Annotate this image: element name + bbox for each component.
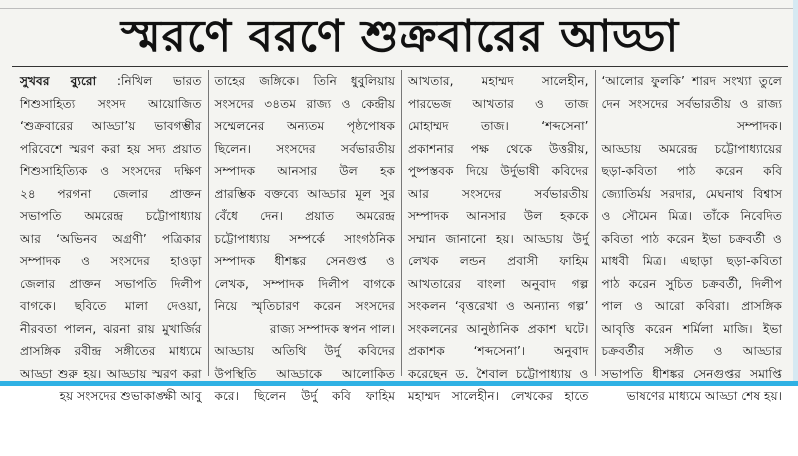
article-line: ২৪ পরগনা জেলার প্রাক্তন (20, 186, 202, 201)
article-line: জেলার প্রাক্তন সভাপতি দিলীপ (20, 276, 202, 291)
headline-rule (12, 66, 788, 67)
byline: সুখবর ব্যুরো (20, 74, 97, 88)
article-line: জ্যোতির্ময় সরদার, মেঘনাথ বিশ্বাস (601, 186, 782, 201)
article-line: আড্ডায় অমরেন্দ্র চট্টোপাধ্যায়ের (601, 141, 782, 156)
article-line: পাঠ করেন সুচিত চক্রবর্তী, দিলীপ (601, 276, 782, 291)
article-line: আড্ডা শুরু হয়। আড্ডায় স্মরণ করা (20, 366, 202, 381)
page-edge-strip (793, 0, 798, 381)
article-line: নিয়ে স্মৃতিচারণ করেন সংসদের (214, 299, 395, 313)
article-line: ও সৌমেন মিত্র। তাঁকে নিবেদিত (601, 209, 782, 223)
article-line: দেন সংসদের সর্বভারতীয় ও রাজ্য (601, 96, 782, 111)
article-line: করে। ছিলেন উর্দু কবি ফাহিম (214, 389, 395, 403)
article-line: মাধবী মিত্র। এছাড়া ছড়া-কবিতা (601, 254, 782, 268)
article-line: চক্রবর্তীর সঙ্গীত ও আড্ডার (601, 344, 782, 358)
article-line: নীরবতা পালন, ঝরনা রায় মুখার্জির (20, 321, 202, 336)
article-line: ‘আলোর ফুলকি’ শারদ সংখ্যা তুলে (601, 74, 782, 88)
article-line: শিশুসাহিত্যিক ও সংসদের দক্ষিণ (20, 164, 202, 178)
article-line: সম্মান জানানো হয়। আড্ডায় উর্দু (408, 231, 589, 246)
article-column-4 (595, 70, 789, 403)
article-line (20, 70, 202, 93)
article-line: আখতার, মহাম্মদ সালেহীন, (408, 74, 589, 88)
article-line: ছড়া-কবিতা পাঠ করেন কবি (601, 164, 782, 178)
article-column-3 (401, 70, 595, 403)
article-line: সংসদের ৩৪তম রাজ্য ও কেন্দ্রীয় (214, 96, 395, 111)
article-column-2 (208, 70, 402, 403)
article-line: সম্পাদক আনসার উল হক (214, 164, 395, 178)
article-line: শিশুসাহিত্য সংসদ আয়োজিত (20, 96, 202, 111)
article-body (14, 70, 788, 403)
article-line: আখতারের বাংলা অনুবাদ গল্প (408, 276, 589, 291)
article-line: সংকলন ‘বৃত্তরেখা ও অন্যান্য গল্প’ (408, 299, 589, 313)
article-line: মহাম্মদ সালেহীন। লেখকের হাতে (408, 389, 589, 403)
article-line: বেঁধে দেন। প্রয়াত অমরেন্দ্র (214, 209, 395, 223)
article-line: রাজ্য সম্পাদক স্বপন পাল। (269, 321, 395, 336)
article-line: আবৃত্তি করেন শর্মিলা মাজি। ইভা (601, 321, 782, 336)
article-line: সম্মেলনের অন্যতম পৃষ্ঠপোষক (214, 119, 395, 133)
article-line: তাহের জঙ্গিকে। তিনি ধুবুলিয়ায় (214, 74, 395, 88)
article-headline: স্মরণে বরণে শুক্রবারের আড্ডা (120, 11, 680, 62)
article-line: সভাপতি ধীশঙ্কর সেনগুপ্তর সমাপ্তি (601, 366, 782, 381)
article-line: মোহাম্মদ তাজ। ‘শব্দসেনা’ (408, 119, 589, 133)
article-line: সম্পাদক ও সংসদের হাওড়া (20, 254, 202, 268)
article-line: করেছেন ড. শৈবাল চট্টোপাধ্যায় ও (408, 366, 589, 381)
article-line: সম্পাদক ধীশঙ্কর সেনগুপ্ত ও (214, 254, 395, 268)
article-line: প্রকাশক ‘শব্দসেনা’। অনুবাদ (408, 344, 589, 358)
article-line: পরিবেশে স্মরণ করা হয় সদ্য প্রয়াত (20, 141, 202, 156)
article-line: সংকলনের আনুষ্ঠানিক প্রকাশ ঘটে। (408, 321, 589, 336)
article-line: আর ‘অভিনব অগ্রণী’ পত্রিকার (20, 231, 202, 246)
article-line: সভাপতি অমরেন্দ্র চট্টোপাধ্যায় (20, 209, 202, 223)
article-line: আড্ডায় অতিথি উর্দু কবিদের (214, 344, 395, 358)
article-line: প্রারম্ভিক বক্তব্যে আড্ডার মূল সুর (214, 186, 395, 201)
article-line: সম্পাদক। (737, 119, 782, 133)
article-line: বাগকে। ছবিতে মালা দেওয়া, (20, 299, 202, 313)
article-line: লেখক লন্ডন প্রবাসী ফাহিম (408, 254, 589, 268)
article-line: লেখক, সম্পাদক দিলীপ বাগকে (214, 276, 395, 291)
article-line: সম্পাদক আনসার উল হককে (408, 209, 589, 223)
article-line: উপস্থিতি আড্ডাকে আলোকিত (214, 366, 395, 381)
article-line: প্রাসঙ্গিক রবীন্দ্র সঙ্গীতের মাধ্যমে (20, 344, 202, 358)
article-line: চট্টোপাধ্যায় সম্পর্কে সাংগঠনিক (214, 231, 395, 246)
article-line: পুষ্পস্তবক দিয়ে উর্দুভাষী কবিদের (408, 164, 589, 178)
article-line: হয় সংসদের শুভাকাঙ্ক্ষী আবু (59, 389, 202, 403)
accent-divider (0, 381, 798, 386)
article-line: ভাষণের মাধ্যমে আড্ডা শেষ হয়। (626, 389, 782, 403)
article-line: কবিতা পাঠ করেন ইভা চক্রবর্তী ও (601, 231, 782, 246)
article-line: ছিলেন। সংসদের সর্বভারতীয় (214, 141, 395, 156)
article-line-text: :নিখিল ভারত (116, 74, 202, 88)
article-line: প্রকাশনার পক্ষ থেকে উত্তরীয়, (408, 141, 589, 156)
article-column-1 (14, 70, 208, 403)
article-line: ‘শুক্রবারের আড্ডা’য় ভাবগম্ভীর (20, 119, 202, 133)
article-line: পারভেজ আখতার ও তাজ (408, 96, 589, 111)
article-line: আর সংসদের সর্বভারতীয় (408, 186, 589, 201)
article-line: পাল ও আরো কবিরা। প্রাসঙ্গিক (601, 299, 782, 313)
